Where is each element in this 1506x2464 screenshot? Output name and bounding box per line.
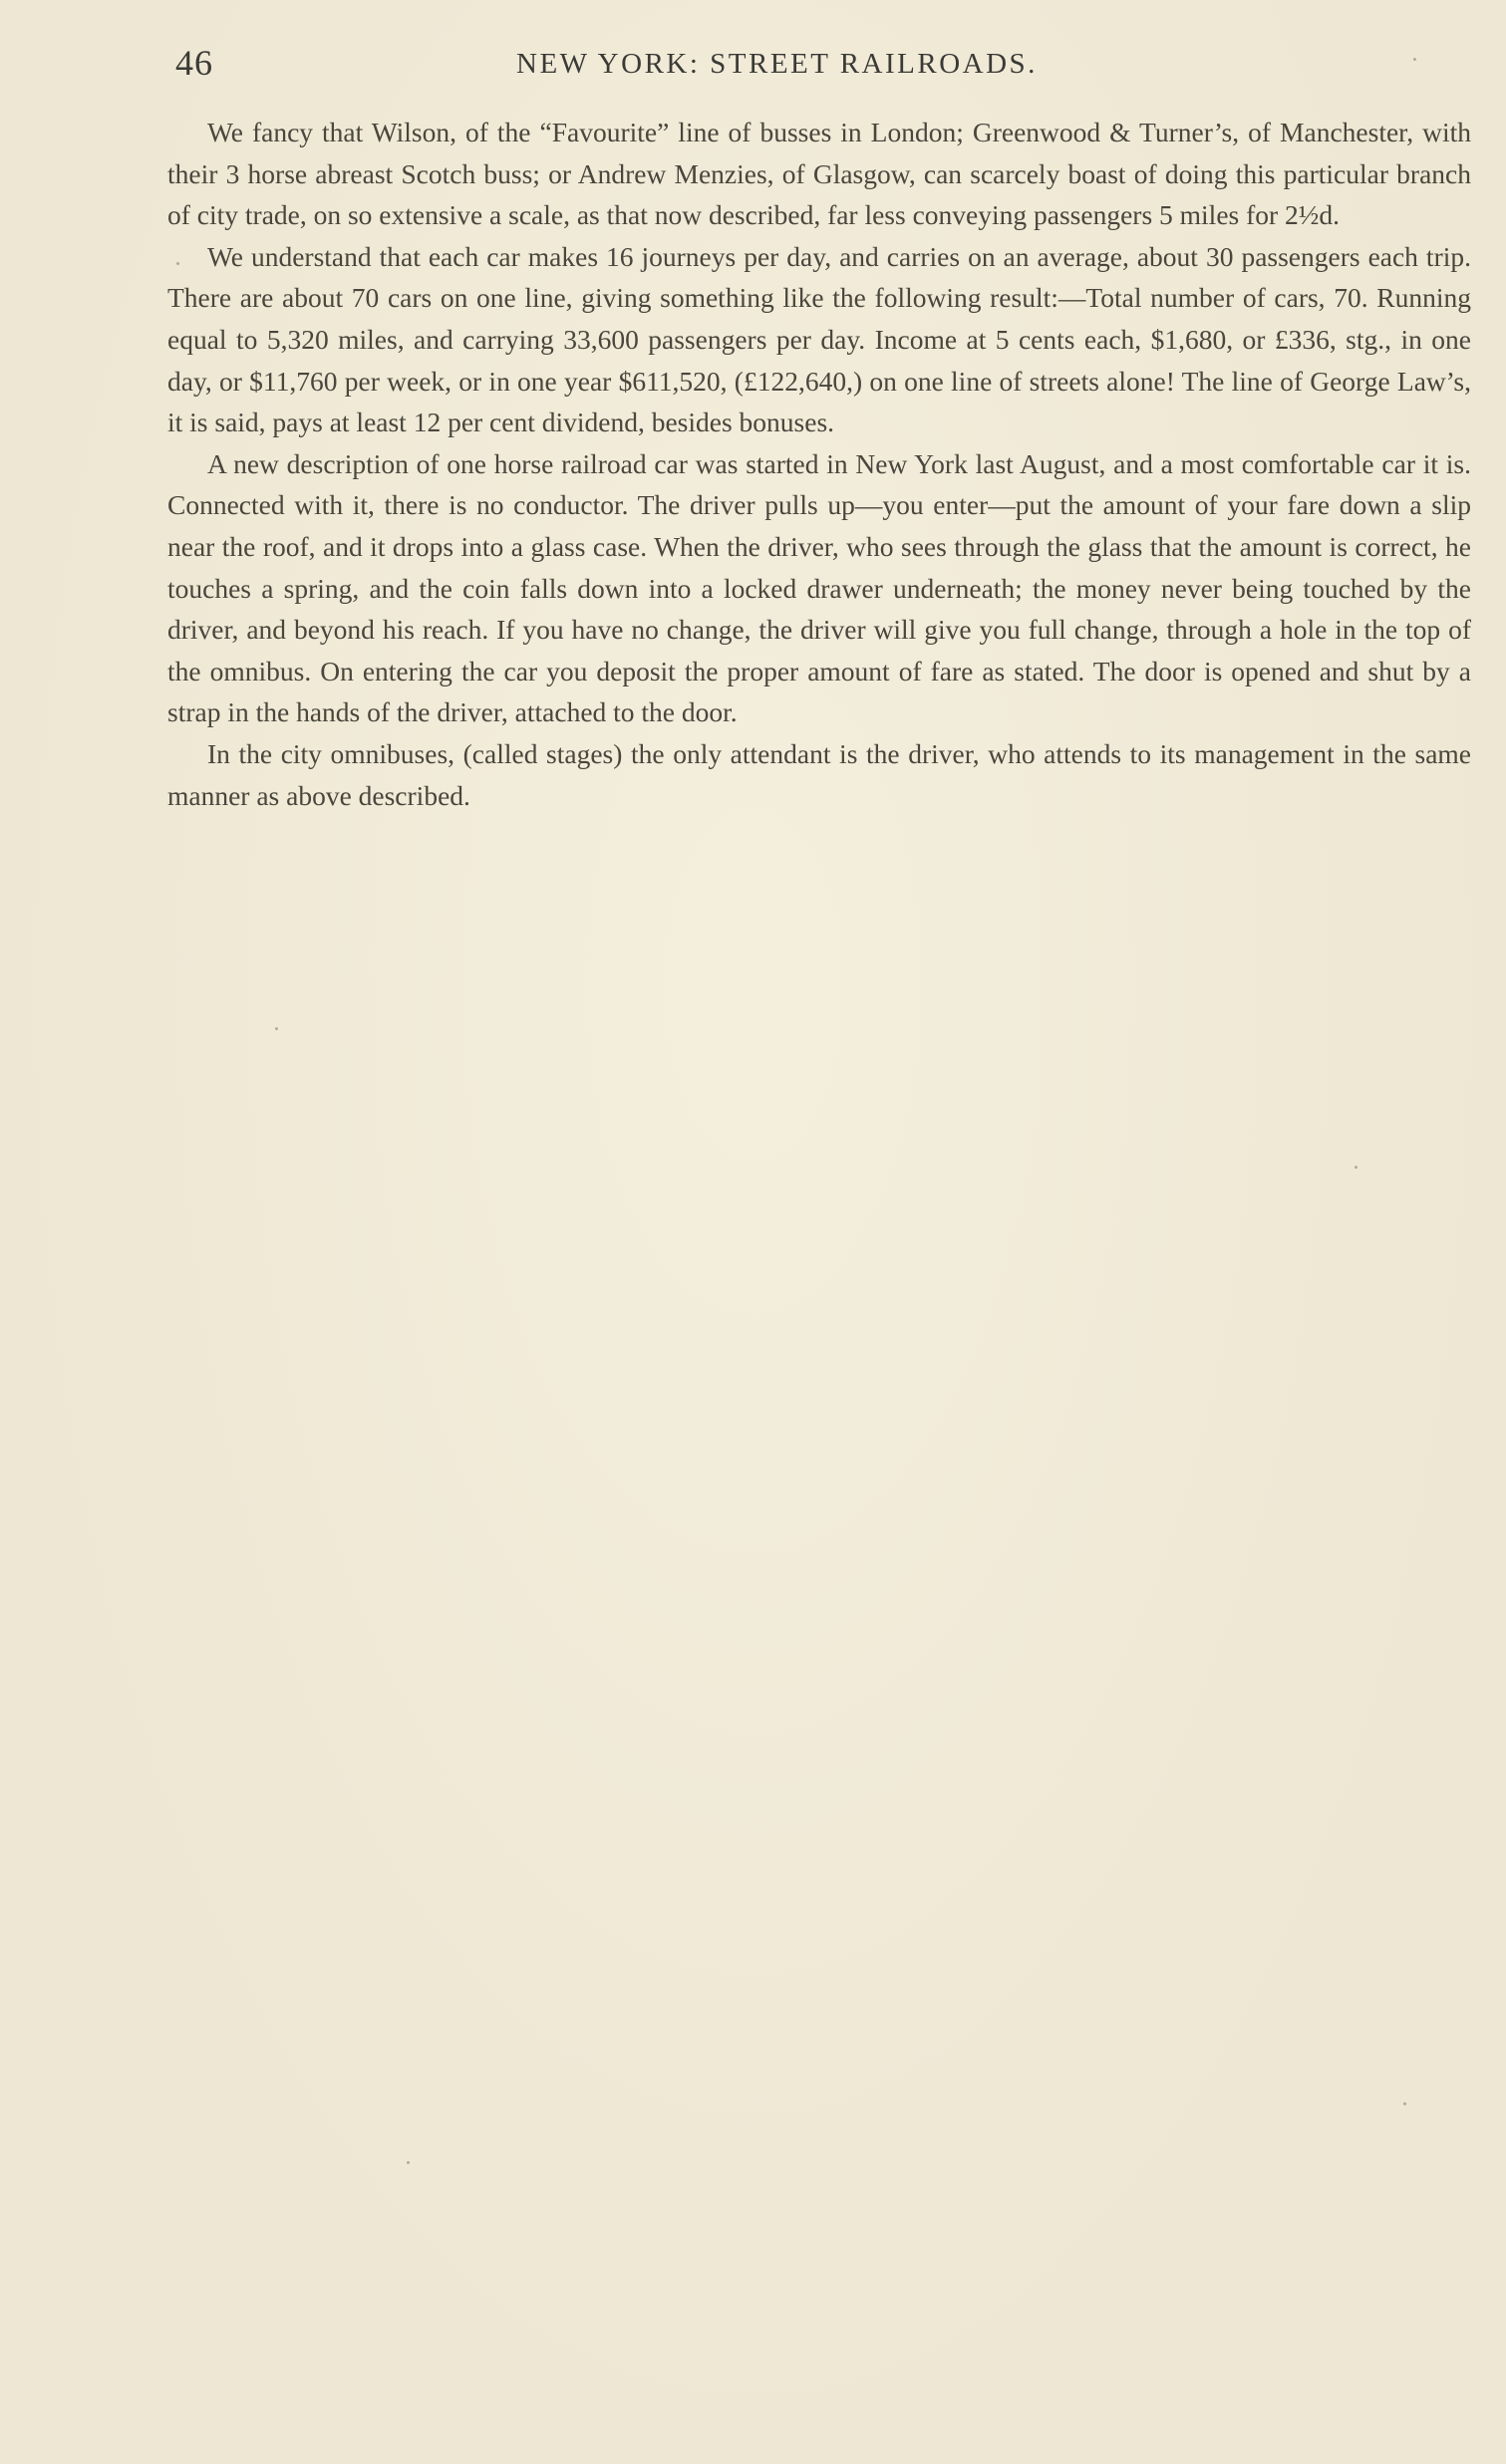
body-text	[167, 112, 1471, 816]
paragraph: In the city omnibuses, (called stages) the only attendant is the driver, who attends to its management in the same manner as above described.	[167, 737, 1471, 811]
paper-speck	[407, 2161, 410, 2164]
paper-speck	[275, 1027, 278, 1030]
running-head	[175, 42, 1471, 82]
page-number: 46	[175, 43, 213, 83]
paper-speck	[1413, 58, 1416, 61]
paragraph: We fancy that Wilson, of the “Favourite” line of busses in London; Greenwood & Turner’s, of Manchester, with their 3 horse abreast Scotch buss; or Andrew Menzies, of Glasgow, can scarcely boast of doing this particular branch of city trade, on so extensive a scale, as that now described, far less conveying passengers 5 miles for 2½d.	[167, 117, 1471, 231]
page-title: NEW YORK: STREET RAILROADS.	[516, 48, 1038, 80]
paragraph: A new description of one horse railroad car was started in New York last August, and a most comfortable car it is. Connected with it, there is no conductor. The driver pulls up—you enter—put the amount of your fare down a slip near the roof, and it drops into a glass case. When the driver, who sees through the glass that the amount is correct, he touches a spring, and the coin falls down into a locked drawer underneath; the money never being touched by the driver, and beyond his reach. If you have no change, the driver will give you full change, through a hole in the top of the omnibus. On entering the car you deposit the proper amount of fare as stated. The door is opened and shut by a strap in the hands of the driver, attached to the door.	[167, 447, 1471, 728]
paper-speck	[176, 262, 179, 265]
paper-speck	[1355, 1166, 1357, 1169]
paragraph: We understand that each car makes 16 journeys per day, and carries on an average, about 30 passengers each trip. There are about 70 cars on one line, giving something like the following result:—Total number of cars, 70. Running equal to 5,320 miles, and carrying 33,600 passengers per day. Income at 5 cents each, $1,680, or £336, stg., in one day, or $11,760 per week, or in one year $611,520, (£122,640,) on one line of streets alone! The line of George Law’s, it is said, pays at least 12 per cent dividend, besides bonuses.	[167, 240, 1471, 438]
paper-speck	[1403, 2102, 1406, 2105]
